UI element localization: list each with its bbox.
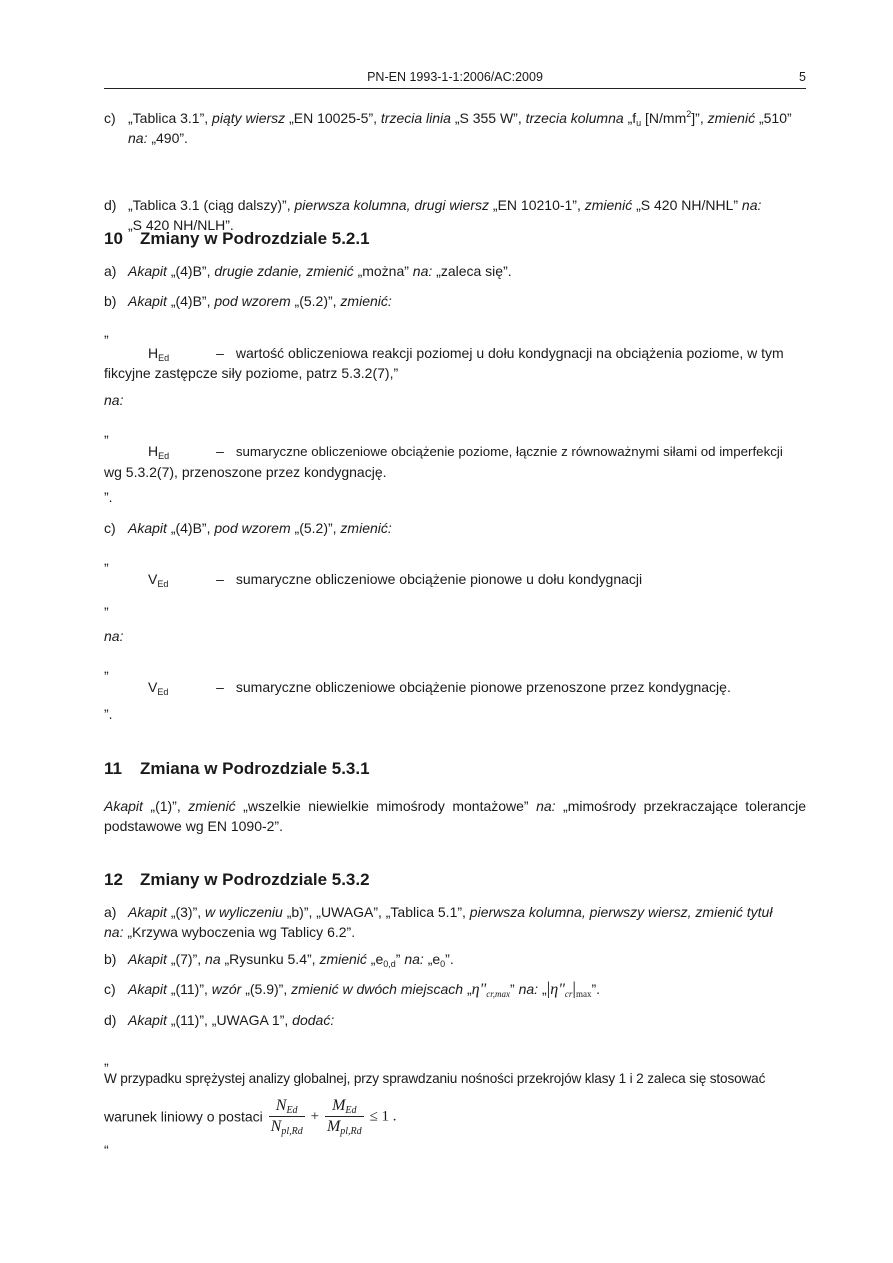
text: „(4)B”, [170, 263, 215, 279]
text: Akapit [128, 1012, 171, 1028]
text: na: [412, 263, 437, 279]
quote-end: “ [104, 1142, 109, 1158]
symbol: H [148, 443, 159, 459]
section-heading-11 [104, 759, 370, 779]
text: trzecia kolumna [525, 110, 628, 126]
text: „zaleca się”. [436, 263, 512, 279]
text: warunek liniowy o postaci [104, 1108, 263, 1125]
subscript: 0,d [383, 959, 396, 969]
symbol: N [270, 1117, 282, 1135]
text: zmienić [707, 110, 759, 126]
section-title: Zmiany w Podrozdziale 5.3.2 [140, 870, 370, 889]
text: Akapit [128, 293, 171, 309]
section-title: Zmiana w Podrozdziale 5.3.1 [140, 759, 370, 778]
subscript: pl,Rd [281, 1125, 303, 1137]
text: ” [395, 951, 405, 967]
text: „S 420 NH/NHL” [636, 197, 742, 213]
section-number: 11 [104, 759, 122, 778]
quote-mark: ” [104, 604, 109, 620]
definition-hed-new [104, 441, 806, 482]
text: „Rysunku 5.4”, [224, 951, 320, 967]
item-label: b) [104, 951, 117, 967]
text: na: [518, 981, 542, 997]
item-label: a) [104, 263, 117, 279]
text: na: [128, 130, 152, 146]
section-number: 10 [104, 229, 123, 248]
text: „e [427, 951, 441, 967]
text: „(5.2)”, [294, 293, 341, 309]
sec12-paragraph: W przypadku sprężystej analizy globalnej, przy sprawdzaniu nośności przekrojów klasy 1 i 2 zaleca się stosować [104, 1071, 766, 1086]
section-number: 12 [104, 870, 123, 889]
subscript: Ed [286, 1104, 298, 1116]
text: na: [741, 197, 762, 213]
text: zmienić [319, 951, 371, 967]
text: pierwsza kolumna, drugi wiersz [294, 197, 493, 213]
text: ” [510, 981, 519, 997]
section-heading-12 [104, 870, 370, 890]
text: Akapit [128, 904, 171, 920]
subscript: Ed [345, 1104, 357, 1116]
na-label: na: [104, 392, 124, 408]
subscript: Ed [157, 579, 169, 589]
text: na: [104, 924, 128, 940]
symbol: V [148, 571, 158, 587]
text: w wyliczeniu [205, 904, 287, 920]
text: „Tablica 3.1 (ciąg dalszy)”, [128, 197, 295, 213]
text: piąty wiersz [212, 110, 290, 126]
text: Akapit [128, 981, 171, 997]
text: „wszelkie niewielkie mimośrody montażowe” [243, 798, 537, 814]
symbol: M [326, 1117, 341, 1135]
text: Akapit [128, 520, 171, 536]
text: „b)”, „UWAGA”, „Tablica 5.1”, [286, 904, 470, 920]
text: „UWAGA 1”, [211, 1012, 293, 1028]
text: „EN 10210-1”, [492, 197, 585, 213]
text: „EN 10025-5”, [289, 110, 381, 126]
text: „ [466, 981, 472, 997]
subscript: cr,max [486, 989, 511, 999]
subscript: Ed [158, 353, 170, 363]
page-header [104, 70, 806, 89]
definition-text: sumaryczne obliczeniowe obciążenie poziome, łącznie z równoważnymi siłami od imperfekcji [235, 444, 783, 459]
item-label: b) [104, 293, 117, 309]
eta-symbol: η [550, 981, 559, 998]
subscript: Ed [157, 687, 169, 697]
definition-text: fikcyjne zastępcze siły poziome, patrz 5.3.2(7),” [104, 365, 399, 381]
quote-mark: „ [104, 552, 109, 568]
subscript: u [636, 118, 642, 128]
symbol: N [275, 1096, 287, 1114]
text: „(3)”, [170, 904, 206, 920]
text: ”. [591, 981, 601, 997]
dash: – [216, 571, 224, 587]
text: ]”, [691, 110, 708, 126]
text: pierwsza kolumna, pierwszy wiersz, zmienić tytuł [469, 904, 773, 920]
subscript: Ed [158, 451, 170, 461]
definition-text: wartość obliczeniowa reakcji poziomej u dołu kondygnacji na obciążenia poziome, w tym [235, 345, 784, 361]
text: „można” [357, 263, 413, 279]
text: Akapit [104, 798, 151, 814]
sec12-item-c: c) Akapit „(11)”, wzór „(5.9)”, zmienić w dwóch miejscach $„\eta"_{cr,max}$” na: $„|\eta"_{cr}|_{max}$”. [104, 978, 601, 999]
text: „e [370, 951, 384, 967]
item-label: d) [104, 1012, 117, 1028]
formula-line [104, 1094, 806, 1137]
text: „(4)B”, [170, 520, 215, 536]
text: na [205, 951, 225, 967]
plus-sign: + [310, 1108, 320, 1125]
text: „490”. [151, 130, 188, 146]
sec10-item-c [104, 518, 806, 538]
text: drugie zdanie, zmienić [214, 263, 358, 279]
text: Akapit [128, 951, 171, 967]
item-label: c) [104, 520, 116, 536]
text: „mimośrody przekraczające tolerancje podstawowe wg EN 1090-2”. [104, 798, 806, 834]
sec10-item-b [104, 291, 806, 311]
abs-bar: | [546, 978, 551, 998]
text: [N/mm [641, 110, 687, 126]
item-label: c) [104, 110, 116, 126]
sec10-item-a [104, 261, 806, 281]
dash: – [216, 443, 224, 459]
text: „510” [758, 110, 792, 126]
inequality: ≤ 1 . [369, 1108, 397, 1125]
text: trzecia linia [380, 110, 455, 126]
quote-mark: „ [104, 424, 109, 440]
fraction-m [325, 1096, 364, 1137]
text: pod wzorem [214, 520, 295, 536]
eta-symbol: η [471, 981, 480, 998]
item-label: a) [104, 904, 117, 920]
subscript: max [576, 989, 592, 999]
text: zmienić [584, 197, 637, 213]
subscript: 0 [440, 959, 446, 969]
item-label: c) [104, 981, 116, 997]
sec12-item-a [104, 902, 806, 942]
page-number: 5 [799, 70, 806, 84]
item-c-tablica [104, 108, 830, 148]
text: na: [404, 951, 428, 967]
symbol: H [148, 345, 159, 361]
item-label: d) [104, 197, 117, 213]
sec12-item-b [104, 949, 806, 969]
definition-text: wg 5.3.2(7), przenoszone przez kondygnację. [104, 464, 387, 480]
na-label: na: [104, 628, 124, 644]
text: „ [541, 981, 547, 997]
text: „(5.9)”, [245, 981, 292, 997]
sec11-paragraph [104, 796, 806, 836]
abs-bar: | [572, 978, 577, 998]
sec12-item-d [104, 1010, 806, 1030]
quote-mark: „ [104, 660, 109, 676]
quote-end: ”. [104, 706, 113, 722]
definition-ved-old [104, 569, 806, 589]
text: dodać: [292, 1012, 335, 1028]
text: Akapit [128, 263, 171, 279]
text: zmienić: [340, 520, 392, 536]
text: zmienić: [340, 293, 392, 309]
dash: – [216, 679, 224, 695]
fraction-n [269, 1096, 305, 1137]
header-title: PN-EN 1993-1-1:2006/AC:2009 [367, 70, 543, 84]
definition-ved-new [104, 677, 806, 697]
definition-text: sumaryczne obliczeniowe obciążenie pionowe przenoszone przez kondygnację. [235, 679, 731, 695]
text: zmienić [188, 798, 244, 814]
text: „Tablica 3.1”, [128, 110, 213, 126]
section-title: Zmiany w Podrozdziale 5.2.1 [140, 229, 370, 248]
symbol: V [148, 679, 158, 695]
text: „S 420 NH/NLH”. [128, 217, 234, 233]
quote-mark: „ [104, 324, 109, 340]
text: „(4)B”, [170, 293, 215, 309]
definition-hed-old [104, 343, 806, 383]
quote-mark: „ [104, 1052, 109, 1068]
text: „Krzywa wyboczenia wg Tablicy 6.2”. [127, 924, 356, 940]
text: „(1)”, [150, 798, 189, 814]
text: wzór [211, 981, 246, 997]
subscript: cr [564, 989, 573, 999]
text: „(5.2)”, [294, 520, 341, 536]
text: zmienić w dwóch miejscach [291, 981, 467, 997]
symbol: M [332, 1096, 346, 1114]
superscript: 2 [686, 109, 692, 119]
text: „f [627, 110, 637, 126]
text: „S 355 W”, [454, 110, 526, 126]
section-heading-10 [104, 229, 370, 249]
text: ”. [445, 951, 454, 967]
text: „(11)”, [170, 981, 212, 997]
text: na: [536, 798, 564, 814]
definition-text: sumaryczne obliczeniowe obciążenie pionowe u dołu kondygnacji [235, 571, 643, 587]
text: pod wzorem [214, 293, 295, 309]
text: „(7)”, [170, 951, 206, 967]
quote-end: ”. [104, 489, 113, 505]
text: „(11)”, [170, 1012, 212, 1028]
dash: – [216, 345, 224, 361]
subscript: pl,Rd [340, 1125, 362, 1137]
